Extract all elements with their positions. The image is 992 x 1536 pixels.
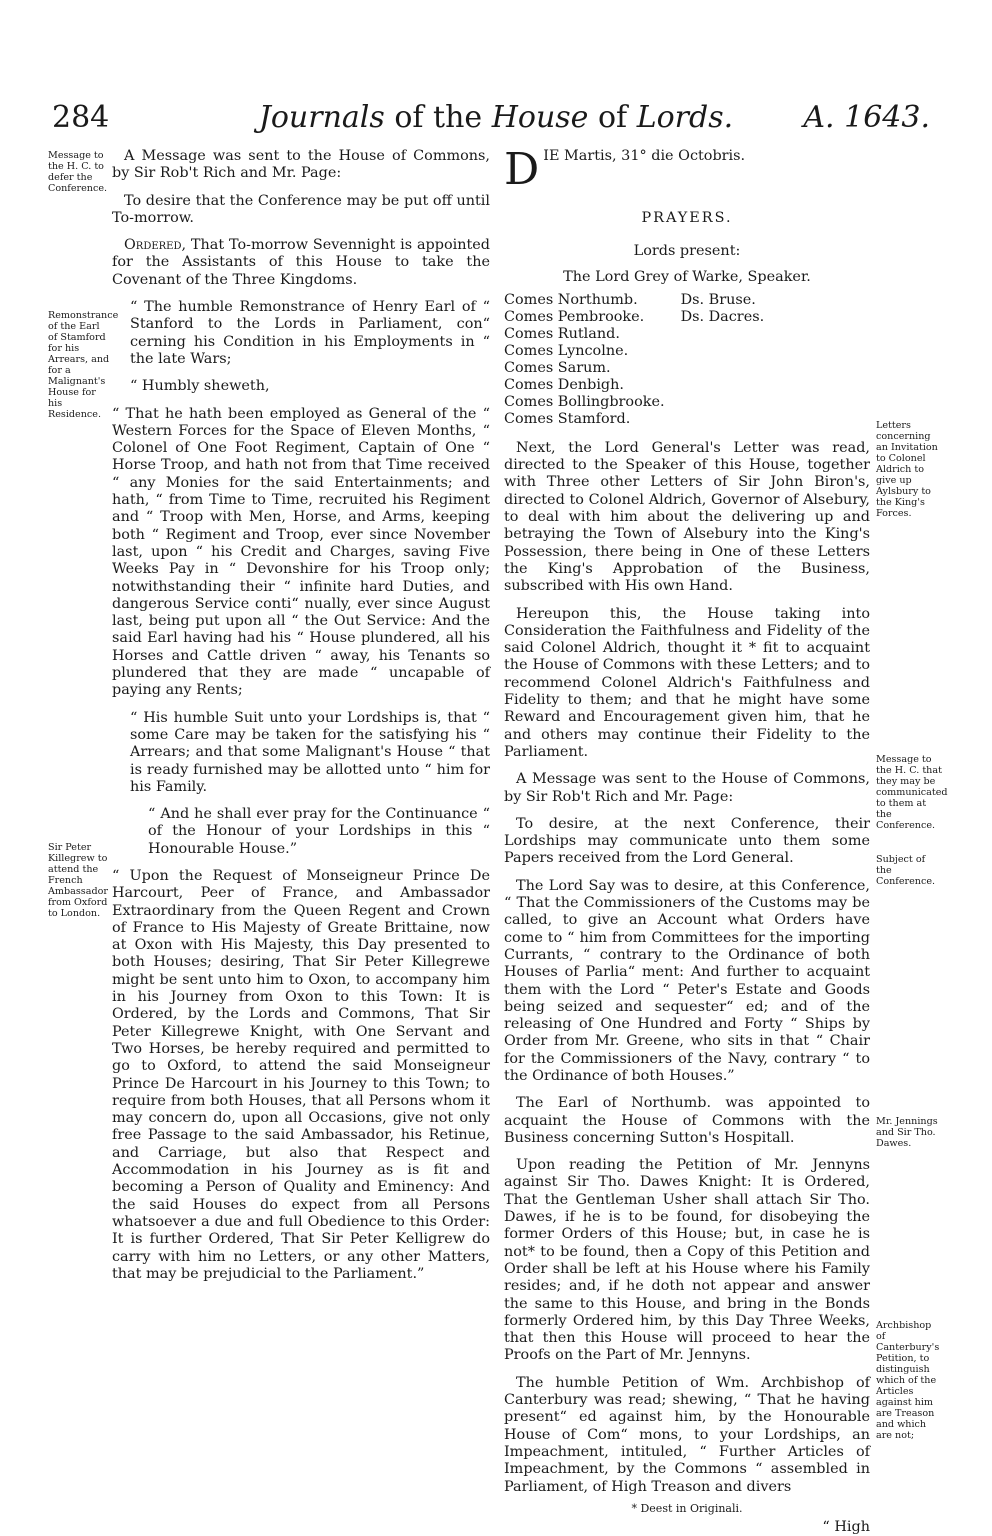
paragraph-ordered [112,237,490,289]
lord-entry: Comes Pembrooke. [504,308,645,325]
lord-entry: Comes Rutland. [504,325,620,342]
lord-entry: Ds. Dacres. [680,308,765,325]
date-line [504,144,870,195]
paragraph-message: A Message was sent to the House of Commons, by Sir Rob't Rich and Mr. Page: [112,148,490,182]
lord-entry: Comes Lyncolne. [504,342,629,359]
page-number: 284 [52,100,110,135]
margin-note-jennings: Mr. Jennings and Sir Tho. Dawes. [876,1116,938,1149]
margin-note-message-defer: Message to the H. C. to defer the Conference. [48,150,108,194]
lord-entry: Comes Stamford. [504,410,631,427]
date-text: IE Martis, 31° die Octobris. [543,148,746,164]
footnote: * Deest in Originali. [631,1501,743,1515]
right-column [504,144,870,1536]
paragraph-lord-say: The Lord Say was to desire, at this Conference, “ That the Commissioners of the Customs may be called, to give an Account what Orders have come to “ him from Committees for the importing Currants, “ contrary to the Ordinance of both Houses of Parlia“ ment: And further to acquaint them with the Lord “ Peter's Estate and Goods being seized and sequester“ ed; and of the releasing of One Hundred and Forty “ Ships by Order from Mr. Greene, who sits in that “ Chair for the Commissioners of the Navy, contrary “ to the Ordinance of both Houses.” [504,877,870,1084]
running-header [0,100,992,140]
speaker-line: The Lord Grey of Warke, Speaker. [563,268,811,285]
lords-column-domini [681,292,765,428]
paragraph-desire: To desire that the Conference may be put off until To-morrow. [112,192,490,226]
margin-note-remonstrance: Remonstrance of the Earl of Stamford for his Arrears, and for a Malignant's House for his Residence. [48,310,119,420]
header-year: A. 1643. [803,100,930,135]
margin-note-archbishop: Archbishop of Canterbury's Petition, to distinguish which of the Articles against him are Treason and which are not; [876,1320,940,1441]
ordered-lead: Ordered, [124,237,187,254]
lords-column-comites [504,292,665,428]
paragraph-jennyns: Upon reading the Petition of Mr. Jennyns against Sir Tho. Dawes Knight: It is Ordered, That the Gentleman Usher shall attach Sir Tho. Dawes, if he is to be found, for disobeying the former Orders of this House; but, in case he is not* to be found, then a Copy of this Petition and Order shall be left at his House where his Family resides; and, if he doth not appear and answer the same to this House, and bring in the Bonds formerly Ordered him, by this Day Three Weeks, that then this House will proceed to hear the Proofs on the Part of Mr. Jennyns. [504,1157,870,1364]
lord-entry: Comes Sarum. [504,359,611,376]
lord-entry: Ds. Bruse. [680,291,756,308]
paragraph-shall-ever-pray: “ And he shall ever pray for the Continuance “ of the Honour of your Lordships in this “ Honourable House.” [148,806,490,857]
title-part-journals: Journals [258,100,385,135]
title-part-of-the: of the [394,100,483,135]
paragraph-message-papers: A Message was sent to the House of Commons, by Sir Rob't Rich and Mr. Page: [504,771,870,805]
prayers-heading: PRAYERS. [641,210,733,226]
margin-note-killegrew: Sir Peter Killegrew to attend the French Ambassador from Oxford to London. [48,842,108,919]
paragraph-archbishop: The humble Petition of Wm. Archbishop of Canterbury was read; shewing, “ That he having present“ ed against him, by the Honourable House of Com“ mons, to your Lordships, an Impeachment, intituled, “ Further Articles of Impeachment, by the Commons “ assembled in Parliament, of High Treason and divers [504,1374,870,1495]
ordered-text: That To-morrow Sevennight is appointed for the Assistants of this House to take the Covenant of the Three Kingdoms. [112,237,491,288]
paragraph-northumb: The Earl of Northumb. was appointed to acquaint the House of Commons with the Business concerning Sutton's Hospitall. [504,1095,870,1146]
margin-note-message-communicate: Message to the H. C. that they may be communicated to them at the Conference. [876,754,948,831]
paragraph-remonstrance-body: “ That he hath been employed as General of the “ Western Forces for the Space of Eleven Months, “ Colonel of One Foot Regiment, Captain of One “ Horse Troop, and hath not from that Time received “ any Monies for the said Entertainments; and hath, “ from Time to Time, recruited his Regiment and “ Troop with Men, Horse, and Arms, keeping both “ Regiment and Troop, ever since November last, upon “ his Credit and Charges, saving Five Weeks Pay in “ Devonshire for his Troop only; notwithstanding their “ infinite hard Duties, and dangerous Service conti“ nually, ever since August last, being put upon all “ the Out Service: And the said Earl having had his “ House plundered, all his Horses and Cattle driven “ away, his Tenants so plundered that they are made “ uncapable of paying any Rents; [112,405,490,699]
margin-note-subject: Subject of the Conference. [876,854,936,887]
left-column [112,148,490,1293]
drop-capital: D [504,144,540,195]
lord-entry: Comes Bollingbrooke. [504,393,665,410]
paragraph-humbly-sheweth: “ Humbly sheweth, [130,378,270,395]
lords-present-heading: Lords present: [633,243,741,260]
title-part-lords: Lords. [636,100,734,135]
lord-entry: Comes Denbigh. [504,376,624,393]
paragraph-aldrich: Hereupon this, the House taking into Consideration the Faithfulness and Fidelity of the said Colonel Aldrich, thought it * fit to acquaint the House of Commons with these Letters; and to recommend Colonel Aldrich's Faithfulness and Fidelity to them; and that he might have some Reward and Encouragement given him, that he and others may continue their Fidelity to the Parliament. [504,605,870,760]
lords-present-list [504,292,870,428]
margin-note-letters: Letters concerning an Invitation to Colonel Aldrich to give up Aylsbury to the King's Forces. [876,420,938,519]
paragraph-humble-suit: “ His humble Suit unto your Lordships is, that “ some Care may be taken for the satisfying his “ Arrears; and that some Malignant's House “ that is ready furnished may be allotted unto “ him for his Family. [130,709,490,795]
title-part-of: of [597,100,628,135]
paragraph-general-letter: Next, the Lord General's Letter was read, directed to the Speaker of this House, together with Three other Letters of Sir John Biron's, directed to Colonel Aldrich, Governor of Alsebury, to deal with him about the delivering up and betraying the Town of Alsebury into the King's Possession, there being in One of these Letters the King's Approbation of the Business, subscribed with His own Hand. [504,439,870,595]
paragraph-remonstrance-title: “ The humble Remonstrance of Henry Earl of “ Stanford to the Lords in Parliament, con“ cerning his Condition in his Employments in “ the late Wars; [130,299,490,367]
catchword: “ High [822,1519,870,1536]
lord-entry: Comes Northumb. [504,291,638,308]
title-part-house: House [491,100,589,135]
paragraph-to-desire: To desire, at the next Conference, their Lordships may communicate unto them some Papers received from the Lord General. [504,815,870,867]
paragraph-harcourt-order: “ Upon the Request of Monseigneur Prince De Harcourt, Peer of France, and Ambassador Extraordinary from the Queen Regent and Crown of France to His Majesty of Greate Brittaine, now at Oxon with His Majesty, this Day presented to both Houses; desiring, That Sir Peter Killegrewe might be sent unto him to Oxon, to accompany him in his Journey from Oxon to this Town: It is Ordered, by the Lords and Commons, That Sir Peter Killegrewe Knight, with One Servant and Two Horses, be hereby required and permitted to go to Oxford, to attend the said Monseigneur Prince De Harcourt in his Journey to this Town; to require from both Houses, that all Persons whom it may concern do, upon all Occasions, give not only free Passage to the said Ambassador, his Retinue, and Carriage, but also that Respect and Accommodation in his Journey as is fit and becoming a Person of Quality and Eminency: And the said Houses do expect from all Persons whatsoever a due and full Obedience to this Order: It is further Ordered, That Sir Peter Kelligrew do carry with him no Letters, or any other Matters, that may be prejudicial to the Parliament.” [112,867,490,1282]
